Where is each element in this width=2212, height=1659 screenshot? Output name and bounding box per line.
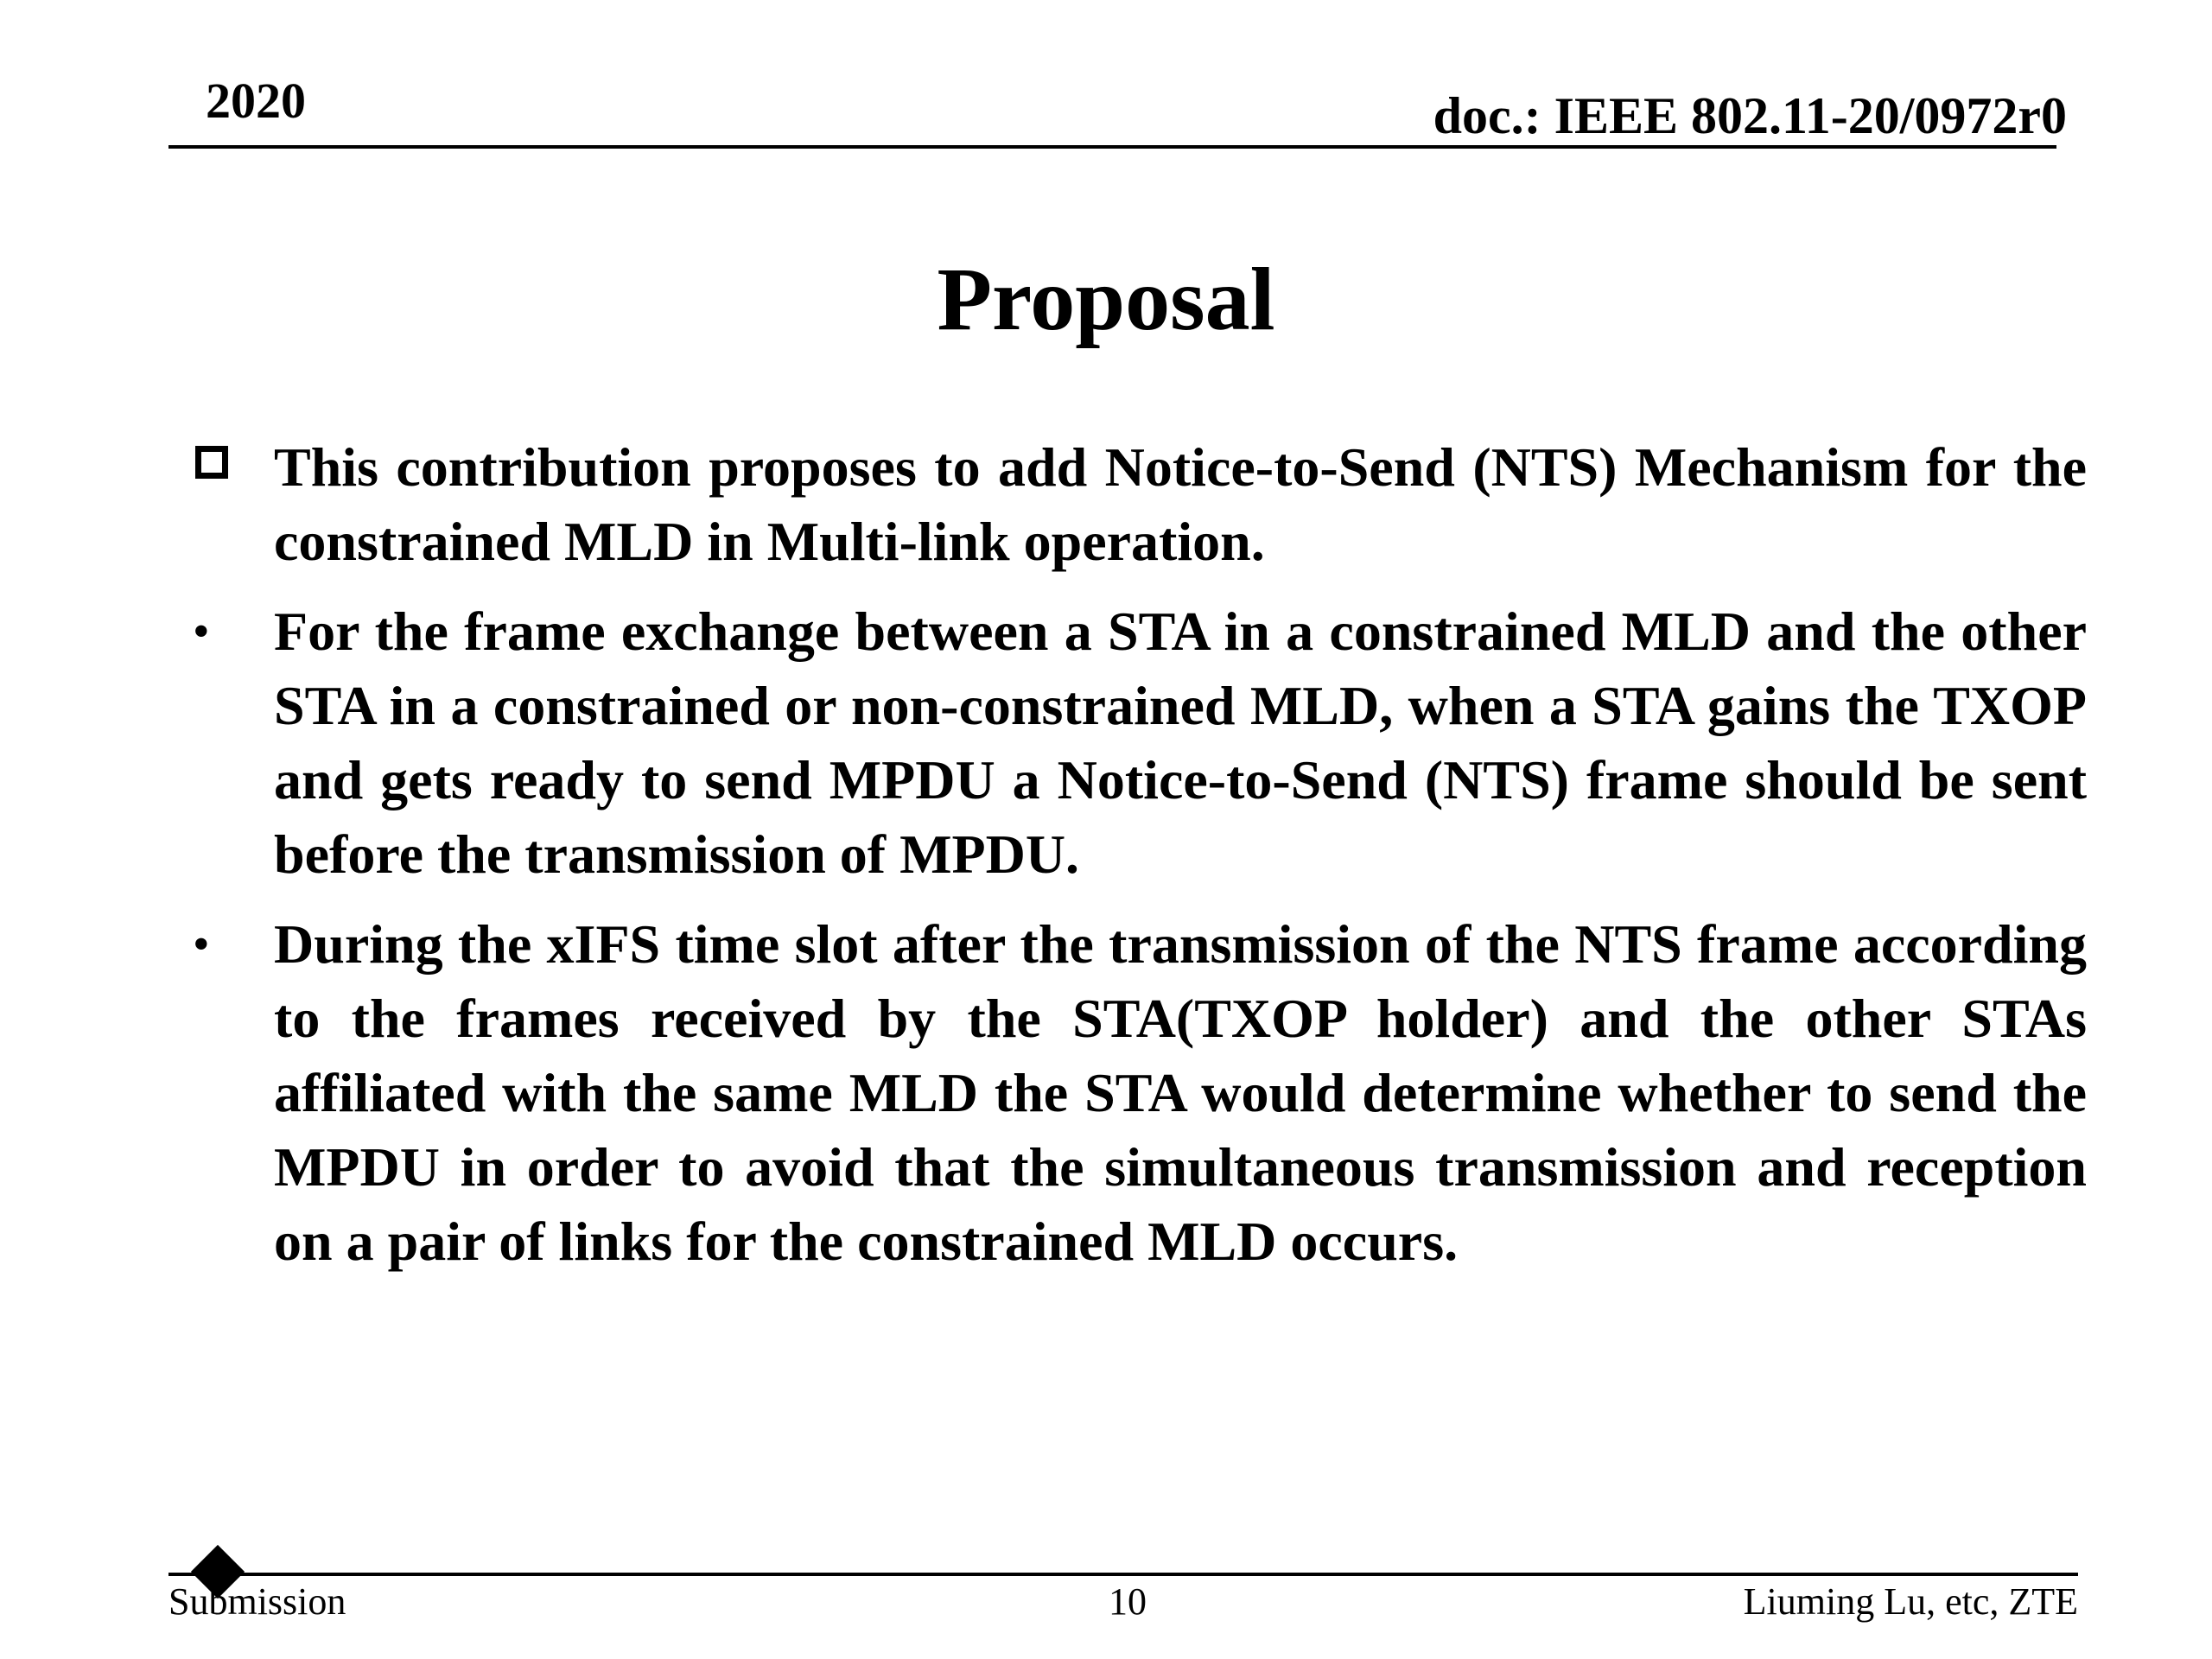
footer-divider [168, 1573, 2078, 1576]
footer-author: Liuming Lu, etc, ZTE [1743, 1580, 2078, 1623]
bullet-item [186, 907, 2087, 1279]
bullet-item [186, 430, 2087, 579]
header-divider [168, 145, 2056, 149]
bullet-text: For the frame exchange between a STA in a constrained MLD and the other STA in a constrained or non-constrained MLD, when a STA gains the TXOP and gets ready to send MPDU a Notice-to-Send (NTS) frame should be sent before the transmission of MPDU. [274, 601, 2087, 885]
square-bullet-icon [195, 446, 228, 479]
header-doc-id: doc.: IEEE 802.11-20/0972r0 [1433, 87, 2067, 144]
page-number: 10 [1109, 1580, 1147, 1623]
bullet-text: This contribution proposes to add Notice-to-Send (NTS) Mechanism for the constrained MLD in Multi-link operation. [274, 436, 2087, 572]
bullet-item [186, 594, 2087, 892]
bullet-list [186, 430, 2087, 1294]
dot-bullet-icon: • [193, 605, 210, 658]
slide-title: Proposal [937, 250, 1275, 349]
footer-submission: Submission [168, 1580, 346, 1623]
header-year: 2020 [206, 73, 306, 129]
dot-bullet-icon: • [193, 918, 210, 971]
bullet-text: During the xIFS time slot after the transmission of the NTS frame according to the frames received by the STA(TXOP holder) and the other STAs affiliated with the same MLD the STA would determine whether to send the MPDU in order to avoid that the simultaneous transmission and reception on a pair of links for the constrained MLD occurs. [274, 913, 2087, 1272]
